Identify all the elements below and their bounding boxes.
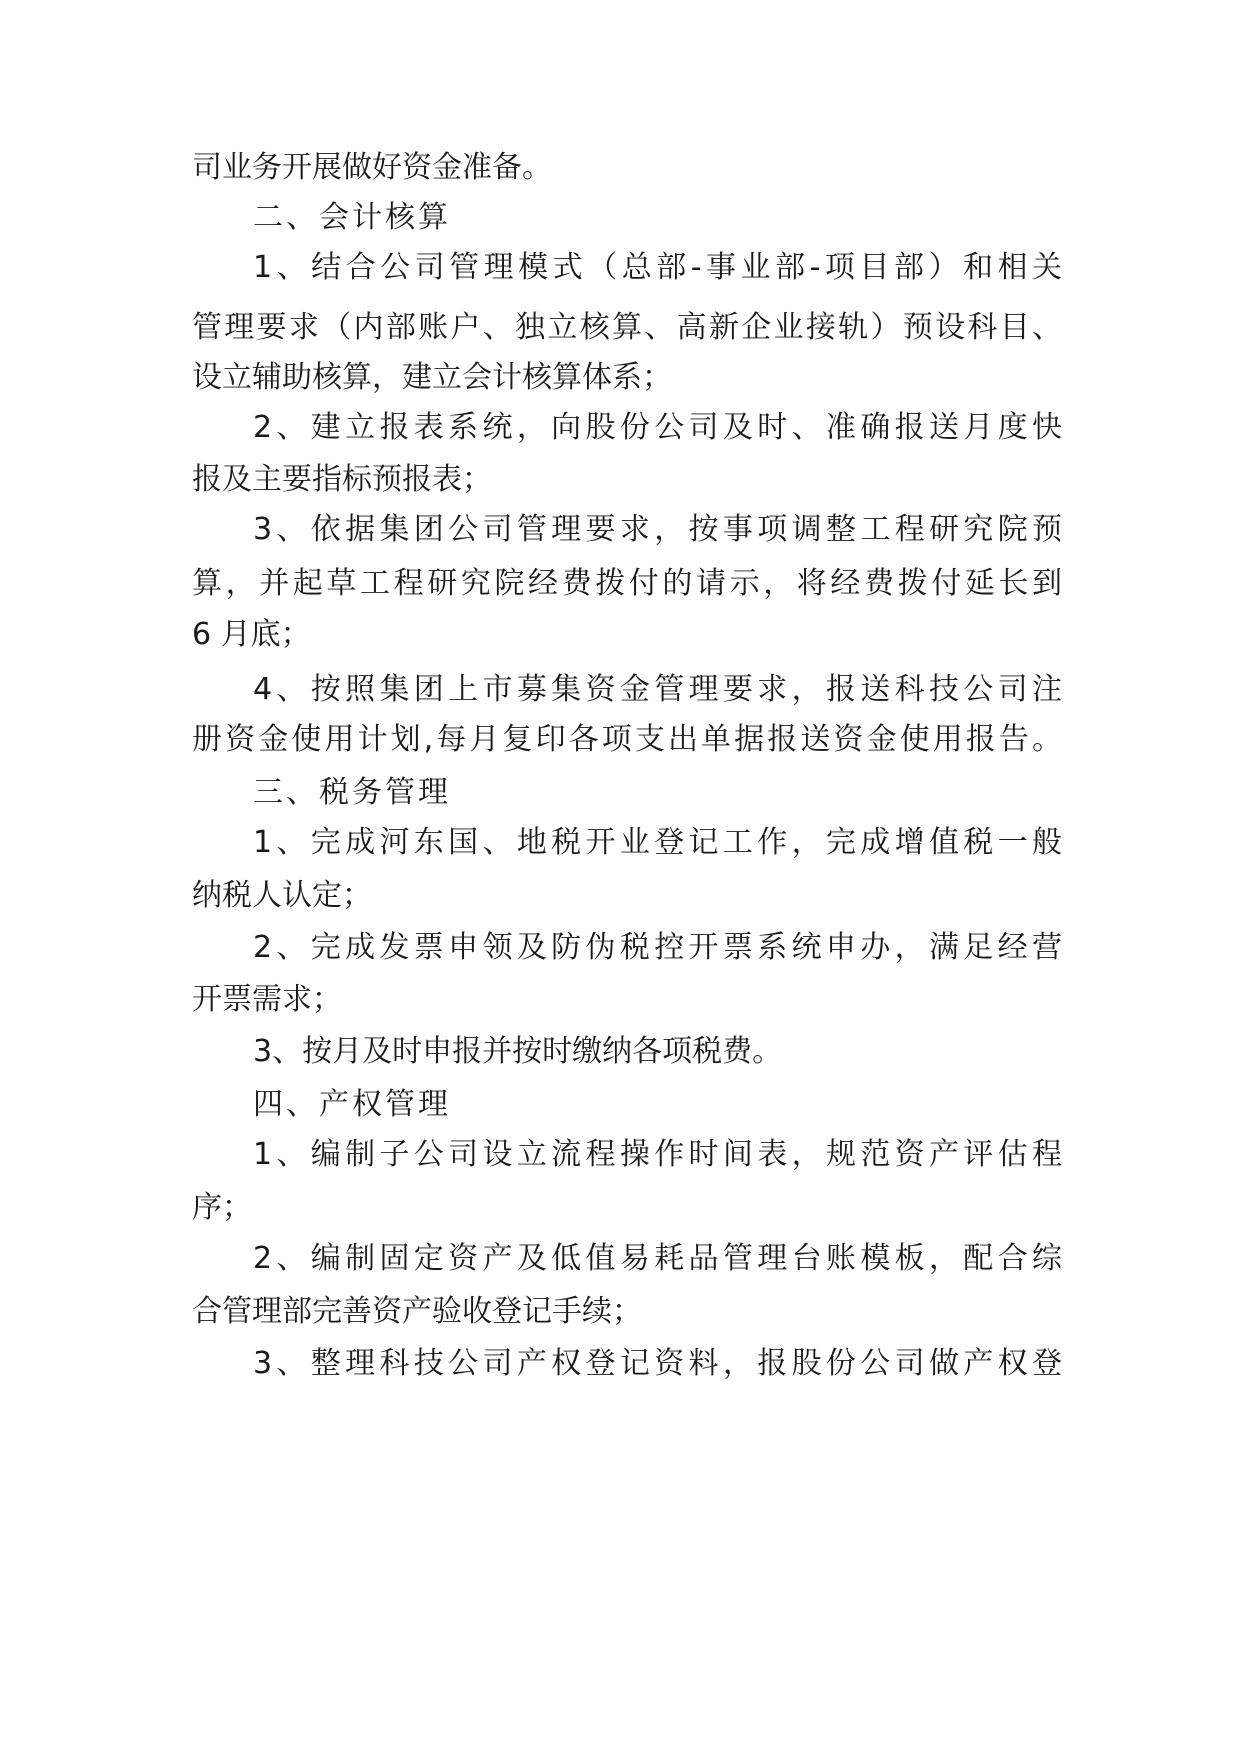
- paragraph-line: 报及主要指标预报表；: [192, 462, 492, 497]
- paragraph-line: 管理要求（内部账户、独立核算、高新企业接轨）预设科目、: [192, 310, 1062, 345]
- paragraph-line: 序；: [192, 1190, 252, 1225]
- paragraph-line: 开票需求；: [192, 982, 342, 1017]
- paragraph-line: 2、建立报表系统，向股份公司及时、准确报送月度快: [253, 410, 1062, 445]
- paragraph-line: 3、依据集团公司管理要求，按事项调整工程研究院预: [253, 512, 1062, 547]
- paragraph-line: 2、完成发票申领及防伪税控开票系统申办，满足经营: [253, 930, 1062, 965]
- paragraph-line: 册资金使用计划,每月复印各项支出单据报送资金使用报告。: [192, 722, 1062, 757]
- paragraph-line: 1、完成河东国、地税开业登记工作，完成增值税一般: [253, 825, 1062, 860]
- section-heading: 四、产权管理: [253, 1087, 451, 1122]
- paragraph-line: 纳税人认定；: [192, 878, 372, 913]
- section-heading: 三、税务管理: [253, 775, 451, 810]
- section-heading: 二、会计核算: [253, 200, 451, 235]
- paragraph-line: 1、编制子公司设立流程操作时间表，规范资产评估程: [253, 1137, 1062, 1172]
- paragraph-line: 1、结合公司管理模式（总部-事业部-项目部）和相关: [253, 250, 1062, 285]
- paragraph-line: 司业务开展做好资金准备。: [192, 150, 552, 185]
- paragraph-line: 设立辅助核算，建立会计核算体系；: [192, 360, 672, 395]
- paragraph-line: 算，并起草工程研究院经费拨付的请示，将经费拨付延长到: [192, 566, 1062, 601]
- paragraph-line: 合管理部完善资产验收登记手续；: [192, 1294, 642, 1329]
- paragraph-line: 3、按月及时申报并按时缴纳各项税费。: [253, 1034, 783, 1069]
- paragraph-line: 6 月底；: [192, 617, 311, 652]
- paragraph-line: 3、整理科技公司产权登记资料，报股份公司做产权登: [253, 1346, 1062, 1381]
- paragraph-line: 2、编制固定资产及低值易耗品管理台账模板，配合综: [253, 1241, 1062, 1276]
- paragraph-line: 4、按照集团上市募集资金管理要求，报送科技公司注: [253, 672, 1062, 707]
